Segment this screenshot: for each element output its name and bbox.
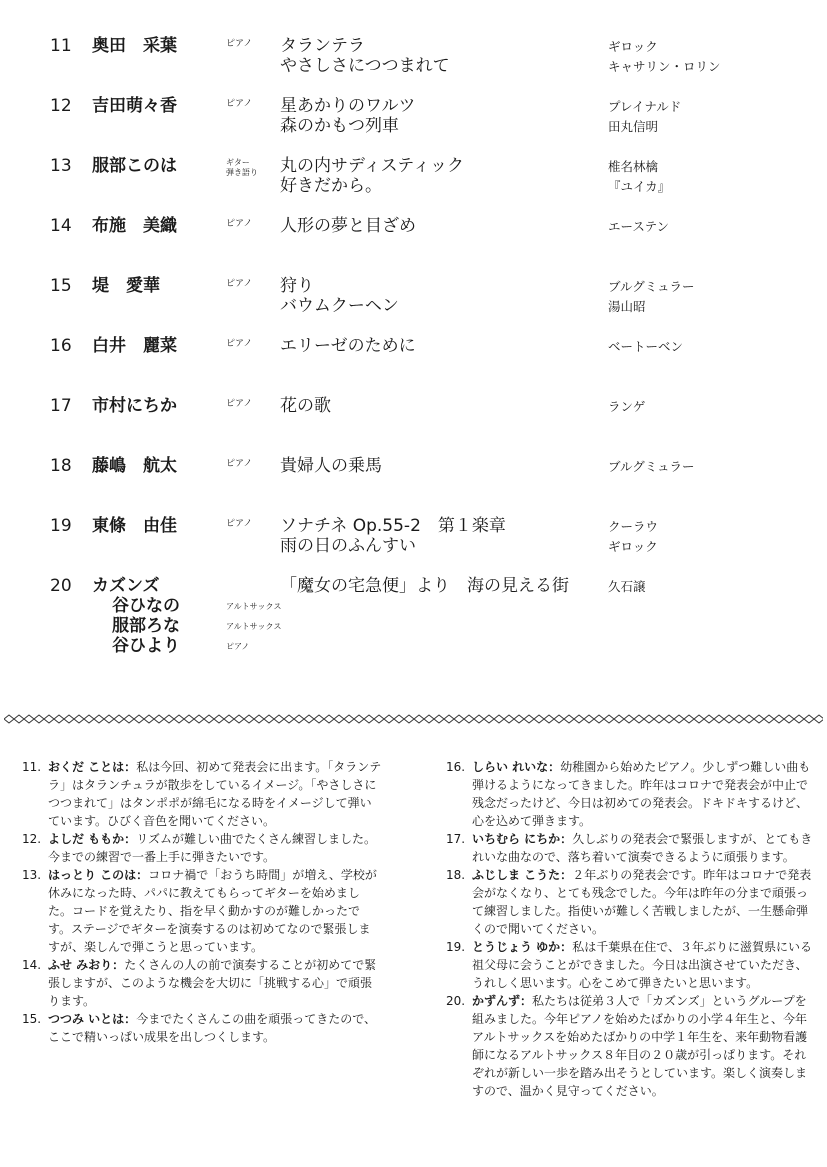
composers xyxy=(608,577,646,597)
composers xyxy=(608,277,695,317)
composer-name: 田丸信明 xyxy=(608,119,659,134)
composer-name: ベートーベン xyxy=(608,339,684,354)
performer-comment xyxy=(446,992,816,1100)
instrument-label-line: ギター xyxy=(226,158,250,167)
composer-name: 湯山昭 xyxy=(608,299,646,314)
comment-number: 14. xyxy=(22,958,42,972)
piece-title: 雨の日のふんすい xyxy=(280,536,416,556)
comment-number: 20. xyxy=(446,994,466,1008)
comment-performer: おくだ ことは： xyxy=(48,760,137,774)
piece-title: ソナチネ Op.55-2 第１楽章 xyxy=(280,516,506,536)
performer-name: 堤 愛華 xyxy=(92,276,160,296)
entry-number: 14 xyxy=(50,216,72,236)
comment-text: リズムが難しい曲でたくさん練習しました。今までの練習で一番上手に弾きたいです。 xyxy=(48,832,376,864)
performer-comment xyxy=(22,1010,382,1046)
composer-name: 久石譲 xyxy=(608,579,646,594)
composer-name: プレイナルド xyxy=(608,99,682,114)
group-member-instrument: アルトサックス xyxy=(226,622,282,631)
performer-comment xyxy=(22,866,382,956)
composers xyxy=(608,397,645,417)
piece-titles xyxy=(280,456,382,476)
piece-titles xyxy=(280,156,464,196)
instrument-label: ピアノ xyxy=(226,39,253,49)
comment-number: 13. xyxy=(22,868,42,882)
composer-name: 椎名林檎 xyxy=(608,159,659,174)
comment-number: 15. xyxy=(22,1012,42,1026)
comment-text: ２年ぶりの発表会です。昨年はコロナで発表会がなくなり、とても残念でした。今年は昨年の分まで頑張って練習しました。指使いが難しく苦戦しましたが、一生懸命弾くので聞いてください。 xyxy=(472,868,812,936)
comment-text: 今までたくさんこの曲を頑張ってきたので、ここで精いっぱい成果を出しつくします。 xyxy=(48,1012,376,1044)
performer-name: 市村にちか xyxy=(92,396,177,416)
comment-text: 私は今回、初めて発表会に出ます。「タランテラ」はタランチュラが散歩をしているイメージ。「やさしさにつつまれて」はタンポポが綿毛になる時をイメージして弾いています。ひびく音色を聞いてください。 xyxy=(48,760,382,828)
comment-number: 19. xyxy=(446,940,466,954)
piece-titles xyxy=(280,36,450,76)
piece-titles xyxy=(280,516,506,556)
entry-number: 20 xyxy=(50,576,72,596)
piece-titles xyxy=(280,336,416,356)
performer-comment xyxy=(446,830,816,866)
composer-name: 『ユイカ』 xyxy=(608,179,671,194)
group-member-name: 谷ひなの xyxy=(112,596,180,616)
piece-title: 森のかもつ列車 xyxy=(280,116,399,136)
piece-titles xyxy=(280,96,416,136)
comment-text: 久しぶりの発表会で緊張しますが、とてもきれいな曲なので、落ち着いて演奏できるように頑張ります。 xyxy=(472,832,813,864)
instrument-label: ピアノ xyxy=(226,99,253,109)
comment-performer: よしだ ももか： xyxy=(48,832,137,846)
composers xyxy=(608,37,721,77)
group-member-name: 服部ろな xyxy=(112,616,180,636)
piece-titles xyxy=(280,396,331,416)
comment-text: 私は千葉県在住で、３年ぶりに滋賀県にいる祖父母に会うことができました。今日は出演させていただき、うれしく思います。心をこめて弾きたいと思います。 xyxy=(472,940,812,990)
comment-number: 11. xyxy=(22,760,42,774)
performer-name: 藤嶋 航太 xyxy=(92,456,177,476)
composer-name: ランゲ xyxy=(608,399,646,414)
comment-text: たくさんの人の前で演奏することが初めてで緊張しますが、このような機会を大切に「挑戦する心」で頑張ります。 xyxy=(48,958,377,1008)
comment-performer: とうじょう ゆか： xyxy=(472,940,573,954)
performer-comment xyxy=(446,758,816,830)
instrument-label-line: 弾き語り xyxy=(226,168,258,177)
performer-name: 白井 麗菜 xyxy=(92,336,177,356)
entry-number: 16 xyxy=(50,336,72,356)
performer-name: 服部このは xyxy=(92,156,177,176)
entry-number: 12 xyxy=(50,96,72,116)
piece-title: 花の歌 xyxy=(280,396,331,416)
comment-number: 16. xyxy=(446,760,466,774)
composer-name: ブルグミュラー xyxy=(608,279,695,294)
piece-titles xyxy=(280,276,399,316)
composers xyxy=(608,517,658,557)
comment-performer: はっとり このは： xyxy=(48,868,149,882)
group-member-instrument: ピアノ xyxy=(226,642,250,651)
instrument-label: ピアノ xyxy=(226,399,253,409)
performer-comment xyxy=(22,830,382,866)
comments-left-column xyxy=(22,758,382,1046)
comment-number: 12. xyxy=(22,832,42,846)
performer-comment xyxy=(446,938,816,992)
comment-performer: いちむら にちか： xyxy=(472,832,573,846)
performer-name: 奥田 采葉 xyxy=(92,36,177,56)
composer-name: ギロック xyxy=(608,539,658,554)
performer-name: 吉田萌々香 xyxy=(92,96,177,116)
composer-name: ギロック xyxy=(608,39,658,54)
piece-title: 好きだから。 xyxy=(280,176,382,196)
group-member-name: 谷ひより xyxy=(112,636,180,656)
instrument-label: ピアノ xyxy=(226,339,253,349)
performer-name: 東條 由佳 xyxy=(92,516,177,536)
instrument-label: ピアノ xyxy=(226,519,253,529)
instrument-label: ピアノ xyxy=(226,279,253,289)
performer-comment xyxy=(22,758,382,830)
comment-text: 私たちは従弟３人で「カズンズ」というグループを組みました。今年ピアノを始めたばかりの小学４年生と、今年アルトサックスを始めたばかりの中学１年生を、来年動物看護師になるアルトサックス８年目の２０歳が引っぱります。それぞれが新しい一歩を踏み出そうとしています。楽しく演奏しますので、温かく見守ってください。 xyxy=(472,994,808,1098)
comment-performer: つつみ いとは： xyxy=(48,1012,137,1026)
entry-number: 19 xyxy=(50,516,72,536)
performer-comment xyxy=(446,866,816,938)
piece-title: 丸の内サディスティック xyxy=(280,156,464,176)
composer-name: クーラウ xyxy=(608,519,659,534)
performer-comment xyxy=(22,956,382,1010)
comment-performer: しらい れいな： xyxy=(472,760,561,774)
piece-titles xyxy=(280,216,416,236)
composers xyxy=(608,217,669,237)
piece-title: やさしさにつつまれて xyxy=(280,56,450,76)
composer-name: エーステン xyxy=(608,219,670,234)
composer-name: ブルグミュラー xyxy=(608,459,695,474)
piece-title: 貴婦人の乗馬 xyxy=(280,456,382,476)
piece-title: 「魔女の宅急便」より 海の見える街 xyxy=(280,576,569,596)
comment-number: 17. xyxy=(446,832,466,846)
composers xyxy=(608,337,683,357)
composers xyxy=(608,457,695,477)
comment-number: 18. xyxy=(446,868,466,882)
group-member-instrument: アルトサックス xyxy=(226,602,282,611)
comments-right-column xyxy=(446,758,816,1100)
performer-name: 布施 美織 xyxy=(92,216,177,236)
comment-performer: ふじしま こうた： xyxy=(472,868,573,882)
comment-text: コロナ禍で「おうち時間」が増え、学校が休みになった時、パパに教えてもらってギターを始めました。コードを覚えたり、指を早く動かすのが難しかったです。ステージでギターを演奏するのは初めてなので緊張しますが、楽しんで弾こうと思っています。 xyxy=(48,868,377,954)
entry-number: 17 xyxy=(50,396,72,416)
entry-number: 15 xyxy=(50,276,72,296)
comment-text: 幼稚園から始めたピアノ。少しずつ難しい曲も弾けるようになってきました。昨年はコロナで発表会が中止で残念だったけど、今日は初めての発表会。ドキドキするけど、心を込めて弾きます。 xyxy=(472,760,811,828)
comment-performer: かずんず： xyxy=(472,994,533,1008)
composers xyxy=(608,157,670,197)
entry-number: 11 xyxy=(50,36,72,56)
comment-performer: ふせ みおり： xyxy=(48,958,125,972)
piece-title: 狩り xyxy=(280,276,314,296)
instrument-label: ピアノ xyxy=(226,459,253,469)
entry-number: 18 xyxy=(50,456,72,476)
composers xyxy=(608,97,681,137)
piece-title: タランテラ xyxy=(280,36,365,56)
zigzag-divider xyxy=(4,714,823,724)
composer-name: キャサリン・ロリン xyxy=(608,59,721,74)
piece-title: エリーゼのために xyxy=(280,336,416,356)
piece-title: バウムクーヘン xyxy=(280,296,399,316)
instrument-label xyxy=(226,158,258,178)
instrument-label: ピアノ xyxy=(226,219,253,229)
piece-title: 星あかりのワルツ xyxy=(280,96,416,116)
group-name: カズンズ xyxy=(92,576,160,596)
piece-title: 人形の夢と目ざめ xyxy=(280,216,416,236)
piece-titles xyxy=(280,576,569,596)
entry-number: 13 xyxy=(50,156,72,176)
